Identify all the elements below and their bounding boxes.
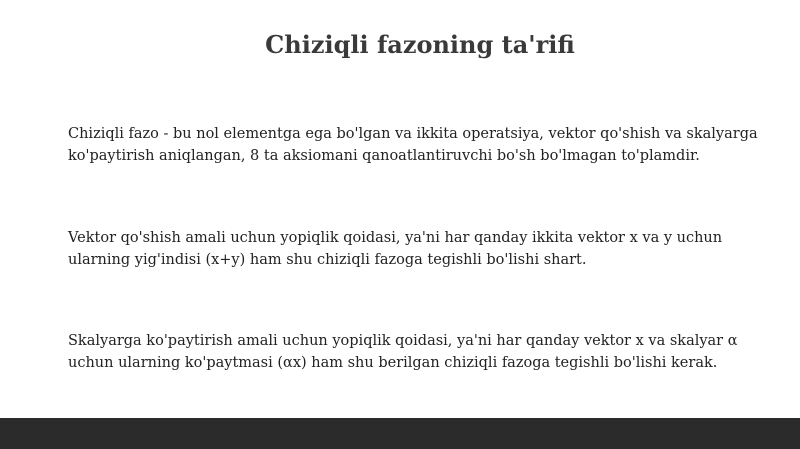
paragraph-line: Skalyarga ko'paytirish amali uchun yopiqlik qoidasi, ya'ni har qanday vektor x va skalyar α (68, 333, 738, 349)
paragraph-line: Vektor qo'shish amali uchun yopiqlik qoidasi, ya'ni har qanday ikkita vektor x va y uchun (68, 230, 723, 246)
paragraph-definition (68, 123, 768, 167)
slide-title: Chiziqli fazoning ta'rifi (265, 30, 575, 59)
paragraph-scalar-closure (68, 330, 768, 374)
paragraph-line: Chiziqli fazo - bu nol elementga ega bo'lgan va ikkita operatsiya, vektor qo'shish va skalyarga (68, 126, 758, 142)
paragraph-line: ularning yig'indisi (x+y) ham shu chiziqli fazoga tegishli bo'lishi shart. (68, 252, 587, 268)
paragraph-addition-closure (68, 227, 768, 271)
paragraph-line: ko'paytirish aniqlangan, 8 ta aksiomani qanoatlantiruvchi bo'sh bo'lmagan to'plamdir. (68, 148, 700, 164)
paragraph-line: uchun ularning ko'paytmasi (αx) ham shu berilgan chiziqli fazoga tegishli bo'lishi kerak. (68, 355, 718, 371)
footer-bar (0, 418, 800, 449)
